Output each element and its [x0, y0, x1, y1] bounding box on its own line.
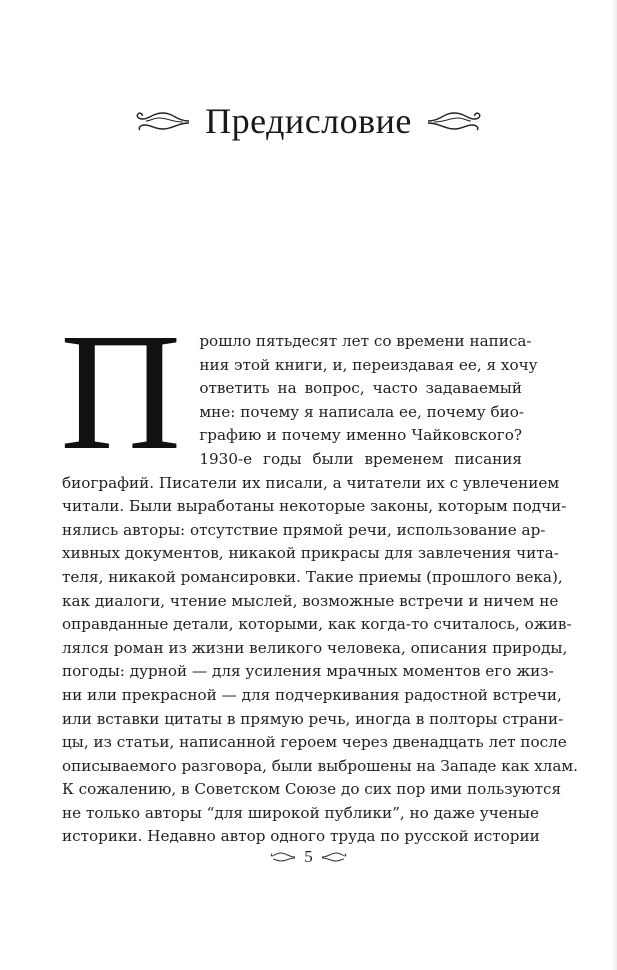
left-flourish-icon: [133, 107, 191, 135]
text-line: погоды: дурной — для усиления мрачных моментов его жиз-: [62, 662, 554, 681]
text-line: оправданные детали, которыми, как когда-то считалось, ожив-: [62, 615, 572, 634]
right-flourish-icon: [426, 107, 484, 135]
text-line: 1930-е годы были временем писания: [199, 449, 522, 468]
text-line: нялись авторы: отсутствие прямой речи, использование ар-: [62, 520, 546, 539]
page-footer: [0, 847, 617, 867]
page-title: Предисловие: [205, 101, 412, 141]
text-line: лялся роман из жизни великого человека, описания природы,: [62, 638, 568, 657]
text-line: как диалоги, чтение мыслей, возможные встречи и ничем не: [62, 591, 559, 610]
text-line: мне: почему я написала ее, почему био-: [199, 402, 525, 421]
text-line: историки. Недавно автор одного труда по русской истории: [62, 827, 540, 846]
body-text: [60, 299, 579, 849]
text-line: теля, никакой романсировки. Такие приемы (прошлого века),: [62, 567, 563, 586]
page-edge: [611, 0, 617, 970]
text-line: биографий. Писатели их писали, а читатели их с увлечением: [62, 473, 560, 492]
chapter-heading: [0, 100, 617, 142]
text-line: или вставки цитаты в прямую речь, иногда в полторы страни-: [62, 709, 564, 728]
text-line: цы, из статьи, написанной героем через двенадцать лет после: [62, 733, 567, 752]
drop-cap: П: [60, 299, 182, 485]
text-line: хивных документов, никакой прикрасы для завлечения чита-: [62, 544, 559, 563]
text-line: графию и почему именно Чайковского?: [199, 426, 522, 445]
text-line: ния этой книги, и, переиздавая ее, я хочу: [199, 355, 538, 374]
text-line: К сожалению, в Советском Союзе до сих пор ими пользуются: [62, 780, 562, 799]
text-line: не только авторы “для широкой публики”, но даже ученые: [62, 803, 539, 822]
text-line: читали. Были выработаны некоторые законы, которым подчи-: [62, 497, 567, 516]
footer-left-flourish-icon: [270, 848, 296, 867]
text-line: рошло пятьдесят лет со времени написа-: [199, 332, 532, 350]
page-number: 5: [304, 847, 313, 866]
text-line: ответить на вопрос, часто задаваемый: [199, 379, 522, 398]
footer-right-flourish-icon: [321, 848, 347, 867]
text-line: ни или прекрасной — для подчеркивания радостной встречи,: [62, 685, 562, 704]
text-line: описываемого разговора, были выброшены на Западе как хлам.: [62, 756, 579, 775]
